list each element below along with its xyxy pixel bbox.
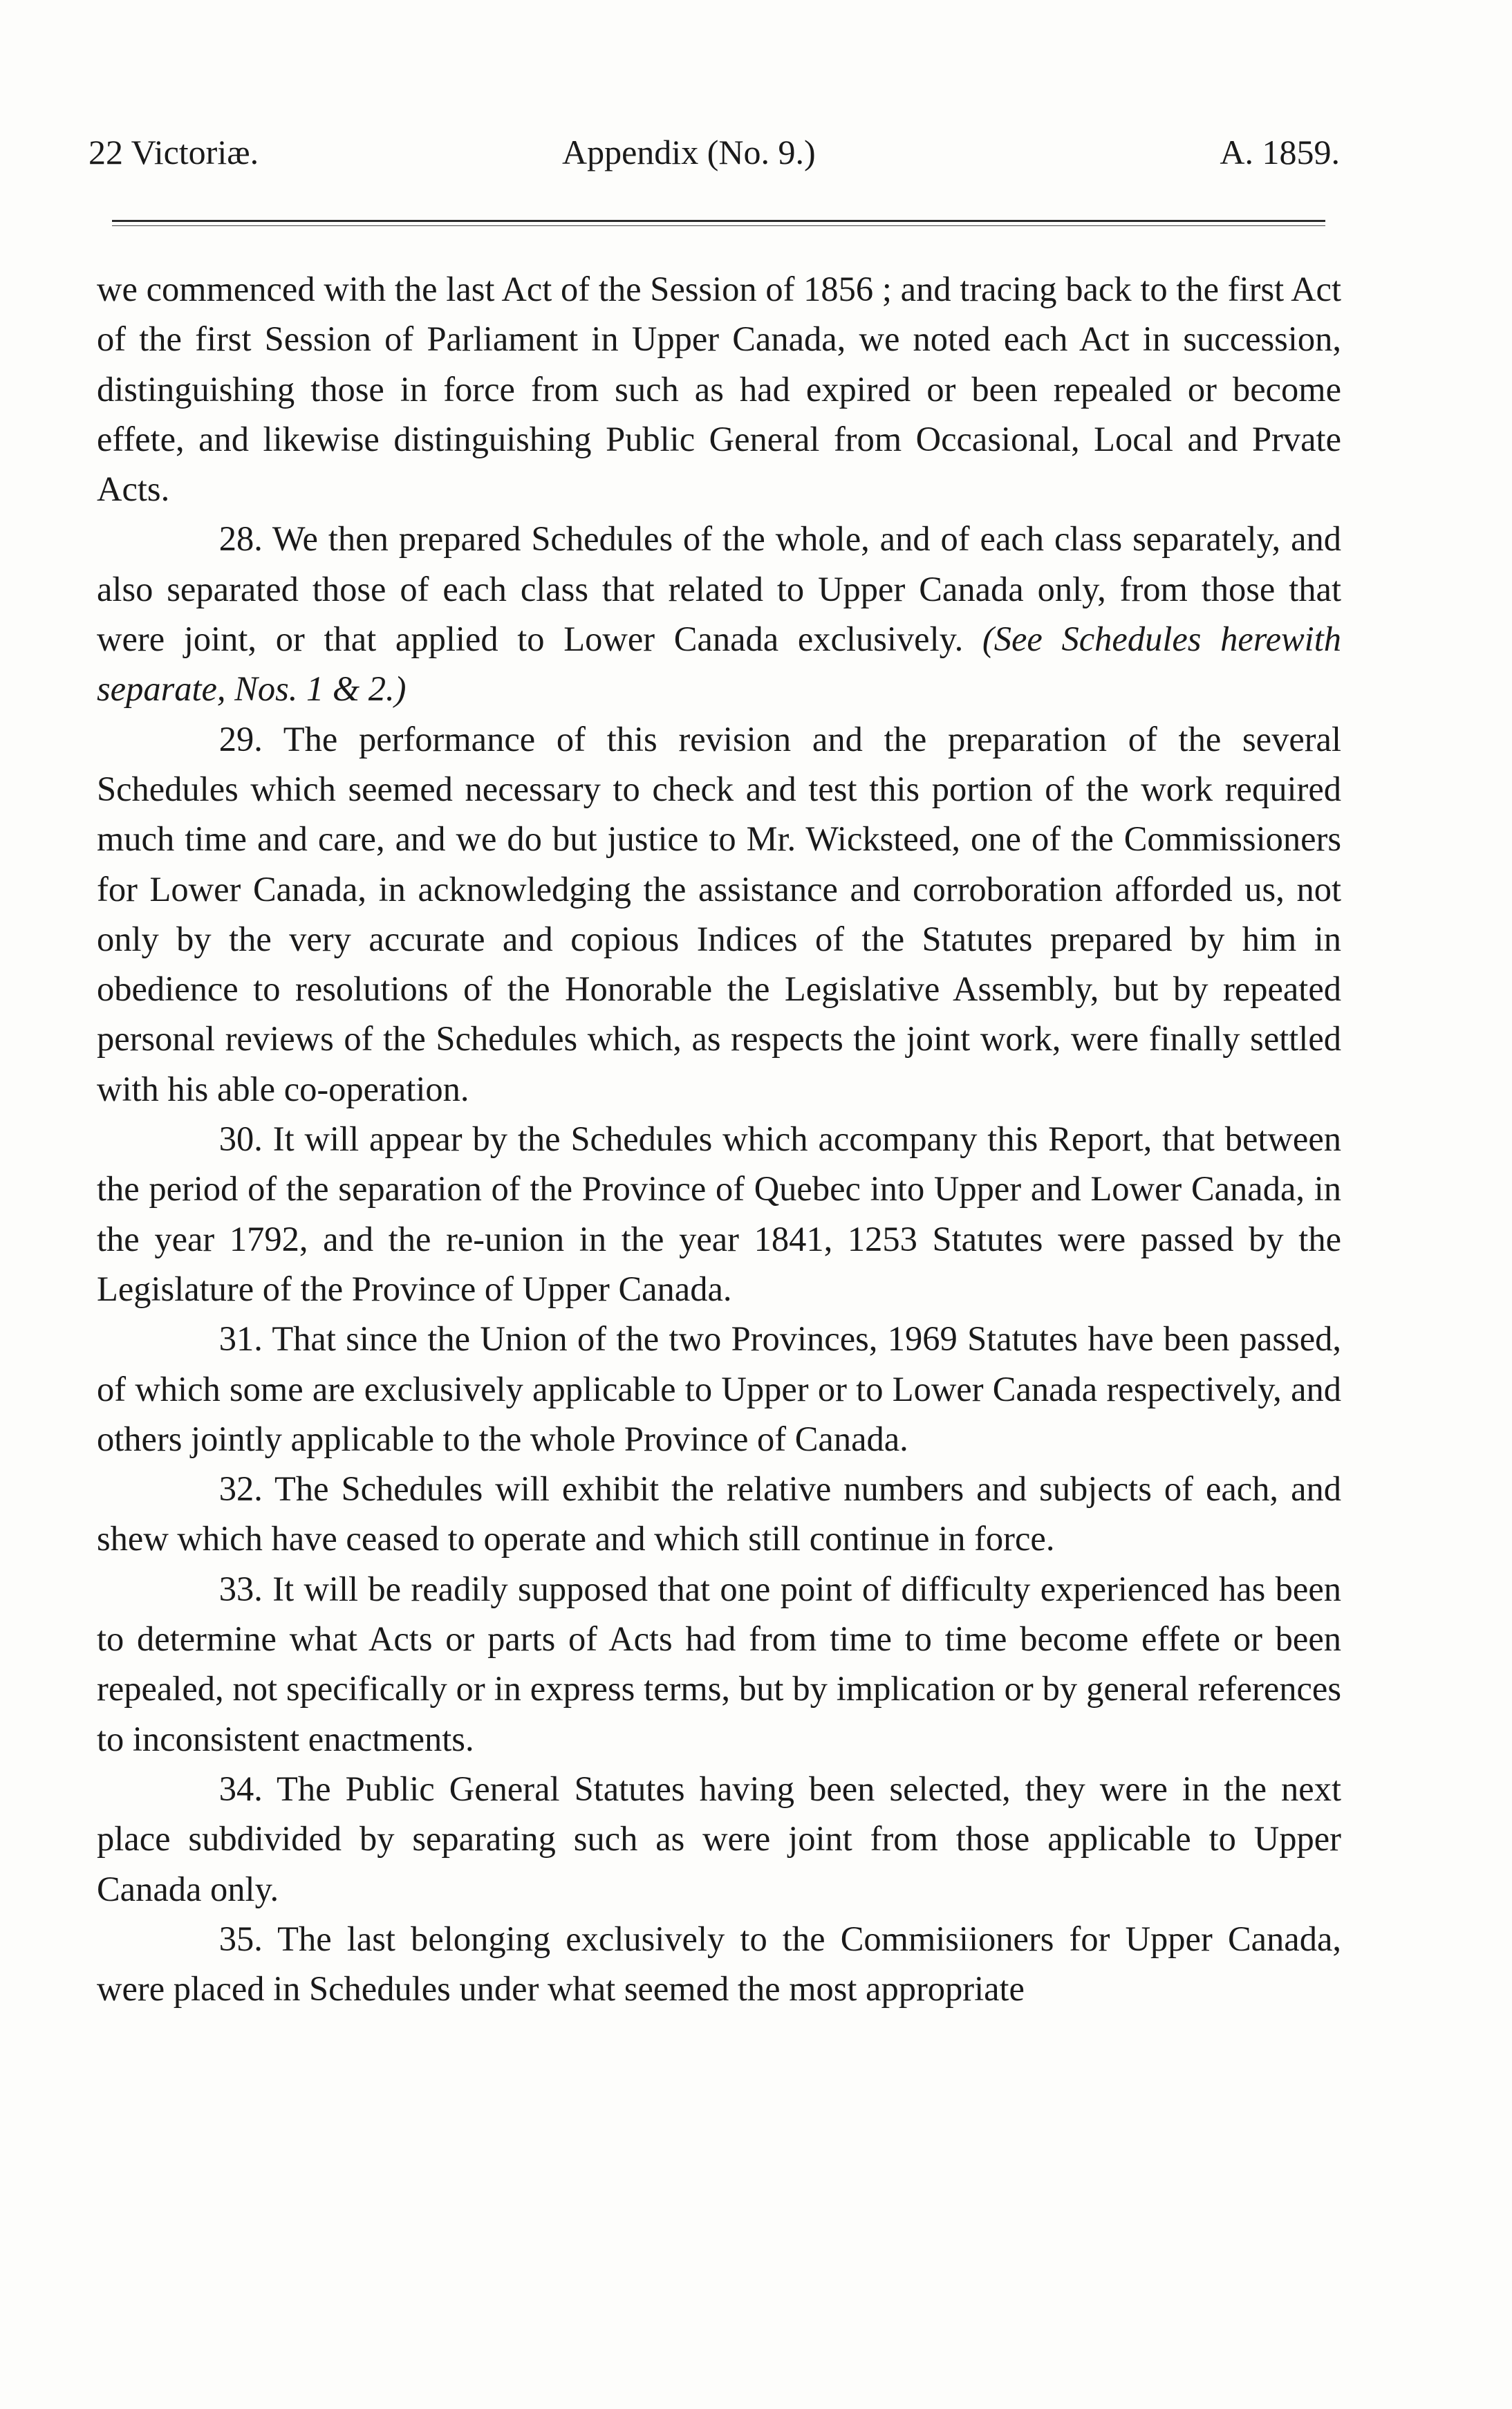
paragraph-text: We then prepared Schedules of the whole, and of each class separately, and also separated those of each class that related to Upper Canada only, from those that were joint, or that applied to Lower Canada exclusively. bbox=[97, 519, 1341, 659]
paragraph-30 bbox=[97, 1114, 1341, 1314]
paragraph-text: It will appear by the Schedules which accompany this Report, that between the period of the separation of the Province of Quebec into Upper and Lower Canada, in the year 1792, and the re-union in the year 1841, 1253 Statutes were passed by the Legislature of the Province of Upper Canada. bbox=[97, 1119, 1341, 1308]
paragraph-33 bbox=[97, 1564, 1341, 1764]
paragraph-32 bbox=[97, 1464, 1341, 1564]
header-appendix-title: Appendix (No. 9.) bbox=[562, 133, 816, 171]
body-text bbox=[97, 264, 1341, 2013]
paragraph-number: 32. bbox=[218, 1469, 263, 1509]
header-rule-thin bbox=[112, 225, 1325, 226]
header-regnal-year: 22 Victoriæ. bbox=[88, 133, 259, 171]
paragraph-34 bbox=[97, 1764, 1341, 1914]
header-session-year: A. 1859. bbox=[1220, 133, 1340, 171]
paragraph-text: The Schedules will exhibit the relative numbers and subjects of each, and shew which have ceased to operate and which still continue in force. bbox=[97, 1469, 1341, 1559]
paragraph-number: 35. bbox=[218, 1919, 263, 1958]
paragraph-number: 31. bbox=[218, 1319, 263, 1359]
paragraph-number: 33. bbox=[218, 1569, 263, 1608]
paragraph-text: The last belonging exclusively to the Commisiioners for Upper Canada, were placed in Schedules under what seemed the most appropriate bbox=[97, 1919, 1341, 2009]
paragraph-text: The performance of this revision and the preparation of the several Schedules which seemed necessary to check and test this portion of the work required much time and care, and we do but justice to Mr. Wicksteed, one of the Commissioners for Lower Canada, in acknowledging the assistance and corroboration afforded us, not only by the very accurate and copious Indices of the Statutes prepared by him in obedience to resolutions of the Honorable the Legislative Assembly, but by repeated personal reviews of the Schedules which, as respects the joint work, were finally settled with his able co-operation. bbox=[97, 719, 1341, 1108]
paragraph-text: The Public General Statutes having been selected, they were in the next place subdivided by separating such as were joint from those applicable to Upper Canada only. bbox=[97, 1769, 1341, 1908]
paragraph-number: 28. bbox=[218, 519, 263, 559]
paragraph-text: It will be readily supposed that one point of difficulty experienced has been to determine what Acts or parts of Acts had from time to time become effete or been repealed, not specifically or in express terms, but by implication or by general references to inconsistent enactments. bbox=[97, 1569, 1342, 1758]
paragraph-number: 30. bbox=[218, 1119, 263, 1159]
paragraph-28 bbox=[97, 514, 1341, 714]
paragraph-number: 29. bbox=[218, 719, 263, 759]
header-rule bbox=[112, 220, 1325, 222]
paragraph-31 bbox=[97, 1314, 1341, 1464]
running-head bbox=[88, 124, 1354, 180]
paragraph-29 bbox=[97, 714, 1341, 1114]
paragraph-number: 34. bbox=[218, 1769, 263, 1808]
paragraph-35 bbox=[97, 1914, 1341, 2014]
paragraph-italic-note: (See Schedules herewith separate, Nos. 1 & 2.) bbox=[97, 620, 1341, 709]
paragraph-continued bbox=[97, 264, 1341, 514]
paragraph-text: we commenced with the last Act of the Session of 1856 ; and tracing back to the first Act of the first Session of Parliament in Upper Canada, we noted each Act in succession, distinguishing those in force from such as had expired or been repealed or become effete, and likewise distinguishing Public General from Occasional, Local and Prvate Acts. bbox=[97, 270, 1341, 509]
paragraph-text: That since the Union of the two Provinces, 1969 Statutes have been passed, of which some are exclusively applicable to Upper or to Lower Canada respectively, and others jointly applicable to the whole Province of Canada. bbox=[97, 1319, 1342, 1458]
